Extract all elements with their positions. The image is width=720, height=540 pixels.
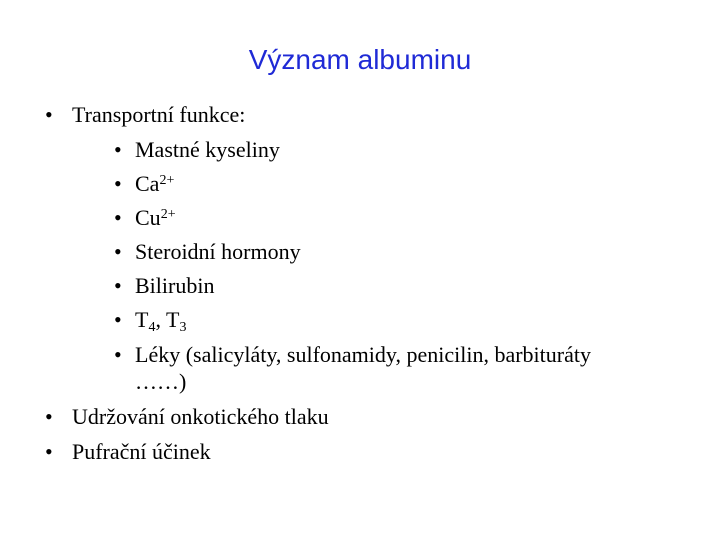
list-item-label: $Ca^{2+}$ [135, 171, 175, 196]
slide-title: Význam albuminu [248, 44, 472, 75]
list-item-label: Bilirubin [135, 273, 215, 298]
list-item-label: Léky (salicyláty, sulfonamidy, penicilin, barbituráty [135, 342, 591, 367]
bullet-icon: • [45, 102, 53, 127]
list-item-label: Transportní funkce: [72, 102, 246, 127]
bullet-icon: • [114, 205, 122, 230]
bullet-icon: • [114, 342, 122, 367]
bullet-icon: • [45, 404, 53, 429]
list-item-label: $T_4$, $T_3$ [135, 307, 187, 335]
list-item-label: Steroidní hormony [135, 239, 301, 264]
bullet-icon: • [114, 307, 122, 332]
bullet-icon: • [114, 171, 122, 196]
bullet-icon: • [45, 439, 53, 464]
list-item-label: Mastné kyseliny [135, 137, 280, 162]
sublist-item-drugs-continuation: ……) [135, 369, 187, 394]
list-item-label: Udržování onkotického tlaku [72, 404, 329, 429]
list-item-label: $Cu^{2+}$ [135, 205, 176, 230]
list-item-label: Pufrační účinek [72, 439, 211, 464]
bullet-icon: • [114, 137, 122, 162]
bullet-icon: • [114, 273, 122, 298]
bullet-icon: • [114, 239, 122, 264]
